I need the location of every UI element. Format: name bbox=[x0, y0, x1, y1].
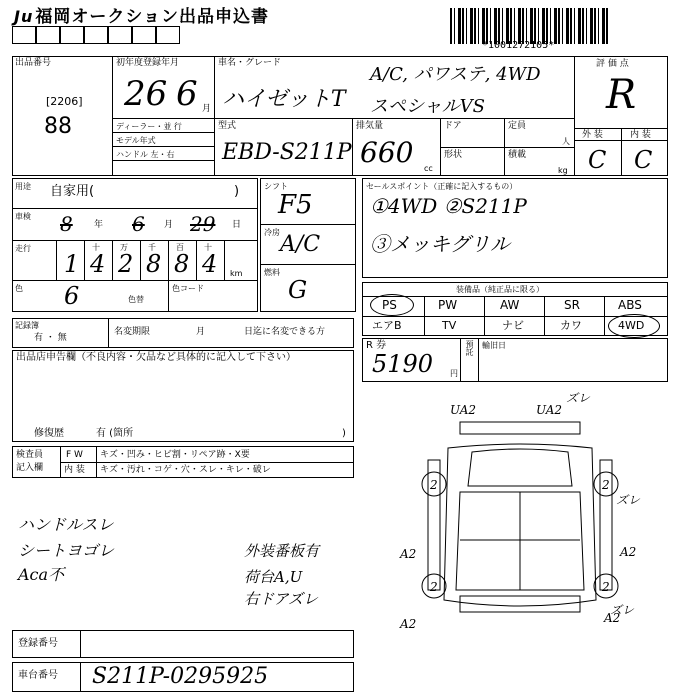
color-code-label: 色コード bbox=[172, 284, 204, 293]
grade-line1: A/C, パワステ, 4WD bbox=[370, 64, 541, 85]
sales-points-label: セールスポイント（正確に記入するもの） bbox=[366, 182, 518, 191]
transfer-label: 日迄に名変できる方 bbox=[244, 327, 326, 337]
diag-zure-top: ズレ bbox=[566, 391, 591, 405]
category-label: 輸旧日 bbox=[482, 341, 506, 350]
model-label: 型式 bbox=[218, 121, 237, 131]
ac-label: 冷房 bbox=[264, 228, 280, 237]
in-label: 内 装 bbox=[64, 465, 85, 475]
model-year-label: モデル年式 bbox=[116, 136, 156, 145]
year-unit: 年 bbox=[94, 220, 104, 230]
inspection-month: 6 bbox=[132, 212, 145, 236]
diag-a2-bl: A2 bbox=[400, 617, 417, 631]
diag-zure-right: ズレ bbox=[616, 493, 641, 507]
expiry-label: 名変期限 bbox=[114, 327, 151, 337]
fw-items: キズ・凹み・ヒビ割・リペア跡・X要 bbox=[100, 450, 250, 460]
shift-label: シフト bbox=[264, 182, 288, 191]
note-right-2: 右ドアズレ bbox=[244, 590, 318, 608]
lot-number: 88 bbox=[44, 114, 72, 139]
title-text: 福岡オークション出品申込書 bbox=[35, 7, 270, 27]
load-label: 積載 bbox=[508, 150, 527, 160]
equip-4wd: 4WD bbox=[618, 319, 645, 332]
inspector-label1: 検査員 bbox=[16, 450, 44, 460]
month-unit: 月 bbox=[164, 220, 174, 230]
remarks-label: 出品店申告欄（不良内容・欠品など具体的に記入して下さい） bbox=[16, 352, 296, 363]
diag-wheel-fr: 2 bbox=[602, 478, 610, 492]
reg-number-block bbox=[12, 630, 354, 658]
reg-month: 6 bbox=[176, 74, 198, 114]
chassis-label: 車台番号 bbox=[18, 670, 58, 681]
diag-a2-left: A2 bbox=[400, 547, 417, 561]
reg-year-label: 初年度登録年月 bbox=[116, 58, 180, 68]
inspection-year: 8 bbox=[60, 212, 73, 236]
rating-label: 評 価 点 bbox=[596, 59, 629, 69]
note-right-0: 外装番板有 bbox=[244, 542, 320, 560]
mileage-unit-2: 千 bbox=[148, 243, 156, 252]
diag-wheel-fl: 2 bbox=[430, 478, 438, 492]
sales-point-line1: ①4WD ②S211P bbox=[370, 194, 527, 218]
mileage-digit-0: 1 bbox=[64, 250, 80, 278]
mileage-unit-1: 万 bbox=[120, 243, 128, 252]
diag-zure-rear: ズレ bbox=[610, 603, 635, 617]
usage-close: ) bbox=[234, 184, 240, 199]
fw-label: F W bbox=[66, 450, 83, 460]
diag-wheel-rl: 2 bbox=[430, 580, 438, 594]
in-items: キズ・汚れ・コゲ・穴・スレ・キレ・破レ bbox=[100, 465, 271, 475]
inspector-label2: 記入欄 bbox=[16, 463, 44, 473]
load-unit: kg bbox=[558, 166, 568, 175]
capacity-unit: 人 bbox=[562, 137, 570, 146]
manual-label: 記録簿 bbox=[15, 321, 39, 330]
interior-grade: C bbox=[634, 146, 653, 174]
recycle-label: R 券 bbox=[366, 340, 387, 351]
fuel-value: G bbox=[288, 276, 308, 304]
equip-aw: AW bbox=[500, 298, 520, 312]
color-value: 6 bbox=[64, 282, 80, 310]
diag-ua2-right: UA2 bbox=[536, 403, 563, 417]
handle-label: ハンドル 左・右 bbox=[116, 150, 175, 159]
shift-value: F5 bbox=[278, 190, 313, 220]
equip-pw: PW bbox=[438, 298, 458, 312]
reg-month-unit: 月 bbox=[202, 104, 212, 114]
car-name-label: 車名・グレード bbox=[218, 58, 282, 68]
capacity-label: 定員 bbox=[508, 121, 527, 131]
shape-label: 形状 bbox=[444, 150, 463, 160]
equipment-label: 装備品（純正品に限る） bbox=[456, 285, 544, 294]
chassis-number: S211P-0295925 bbox=[92, 664, 269, 689]
ps-circle bbox=[370, 294, 414, 316]
displacement-label: 排気量 bbox=[356, 121, 384, 131]
equip-abs: ABS bbox=[618, 298, 642, 312]
repair-close: ) bbox=[342, 428, 346, 439]
barcode-number: *1001272105* bbox=[482, 40, 555, 51]
mileage-digit-5: 4 bbox=[202, 250, 218, 278]
expiry-month: 月 bbox=[196, 327, 206, 337]
barcode bbox=[450, 8, 610, 44]
mileage-unit: km bbox=[230, 269, 243, 278]
usage-value: 自家用( bbox=[50, 184, 95, 199]
inspection-day: 29 bbox=[190, 212, 216, 236]
note-left-0: ハンドルスレ bbox=[18, 515, 114, 534]
mileage-digit-2: 2 bbox=[118, 250, 134, 278]
mileage-digit-4: 8 bbox=[174, 250, 190, 278]
displacement-value: 660 bbox=[360, 136, 414, 169]
equip-airbag: エアB bbox=[372, 319, 402, 332]
reg-number-label: 登録番号 bbox=[18, 638, 58, 649]
color-change-label: 色替 bbox=[128, 295, 144, 304]
lot-code: [2206] bbox=[46, 95, 83, 108]
mileage-digit-3: 8 bbox=[146, 250, 162, 278]
recycle-unit: 円 bbox=[450, 369, 458, 378]
color-label: 色 bbox=[15, 284, 23, 293]
usage-block bbox=[12, 178, 258, 312]
mileage-digit-1: 4 bbox=[90, 250, 106, 278]
note-left-1: シートヨゴレ bbox=[18, 541, 115, 560]
repair-options: 有 (箇所 bbox=[96, 428, 134, 439]
lot-label: 出品番号 bbox=[15, 58, 52, 68]
ac-value: A/C bbox=[280, 232, 321, 257]
mileage-unit-0: 十 bbox=[92, 243, 100, 252]
reg-year: 26 bbox=[124, 74, 168, 114]
form-title bbox=[14, 2, 269, 27]
deposit-label: 預託 bbox=[465, 340, 474, 356]
note-left-2: Aca不 bbox=[18, 565, 65, 584]
exterior-grade: C bbox=[588, 146, 607, 174]
equip-leather: カワ bbox=[560, 319, 582, 332]
repair-label: 修復歴 bbox=[34, 428, 64, 439]
door-label: ドア bbox=[444, 121, 462, 131]
displacement-unit: cc bbox=[424, 164, 433, 173]
ju-logo: Ju bbox=[14, 7, 34, 26]
4wd-circle bbox=[608, 314, 660, 338]
dealer-label: ディーラー・並 行 bbox=[116, 122, 182, 131]
inspection-label: 車検 bbox=[15, 212, 31, 221]
diag-wheel-rr: 2 bbox=[602, 580, 610, 594]
exterior-label: 外 装 bbox=[582, 130, 603, 140]
mileage-label: 走行 bbox=[15, 244, 31, 253]
interior-label: 内 装 bbox=[630, 130, 651, 140]
rating-score: R bbox=[606, 72, 637, 118]
equip-sr: SR bbox=[564, 298, 580, 312]
diag-ua2-left: UA2 bbox=[450, 403, 477, 417]
equip-tv: TV bbox=[442, 319, 457, 332]
manual-options: 有 ・ 無 bbox=[34, 333, 67, 343]
car-diagram bbox=[400, 391, 650, 631]
mileage-unit-3: 百 bbox=[176, 243, 184, 252]
fuel-label: 燃料 bbox=[264, 268, 280, 277]
grade-line2: スペシャルVS bbox=[370, 96, 485, 117]
recycle-amount: 5190 bbox=[372, 350, 434, 378]
day-unit: 日 bbox=[232, 220, 242, 230]
diag-a2-br: A2 bbox=[604, 611, 621, 625]
sales-point-line2: ③メッキグリル bbox=[370, 232, 510, 256]
model-value: EBD-S211P bbox=[222, 140, 352, 165]
diag-a2-right: A2 bbox=[620, 545, 637, 559]
usage-label: 用途 bbox=[15, 182, 31, 191]
equip-navi: ナビ bbox=[502, 319, 524, 332]
car-name: ハイゼットT bbox=[222, 87, 346, 112]
equip-ps: PS bbox=[382, 298, 397, 312]
mileage-unit-4: 十 bbox=[204, 243, 212, 252]
note-right-1: 荷台A,U bbox=[244, 568, 303, 586]
